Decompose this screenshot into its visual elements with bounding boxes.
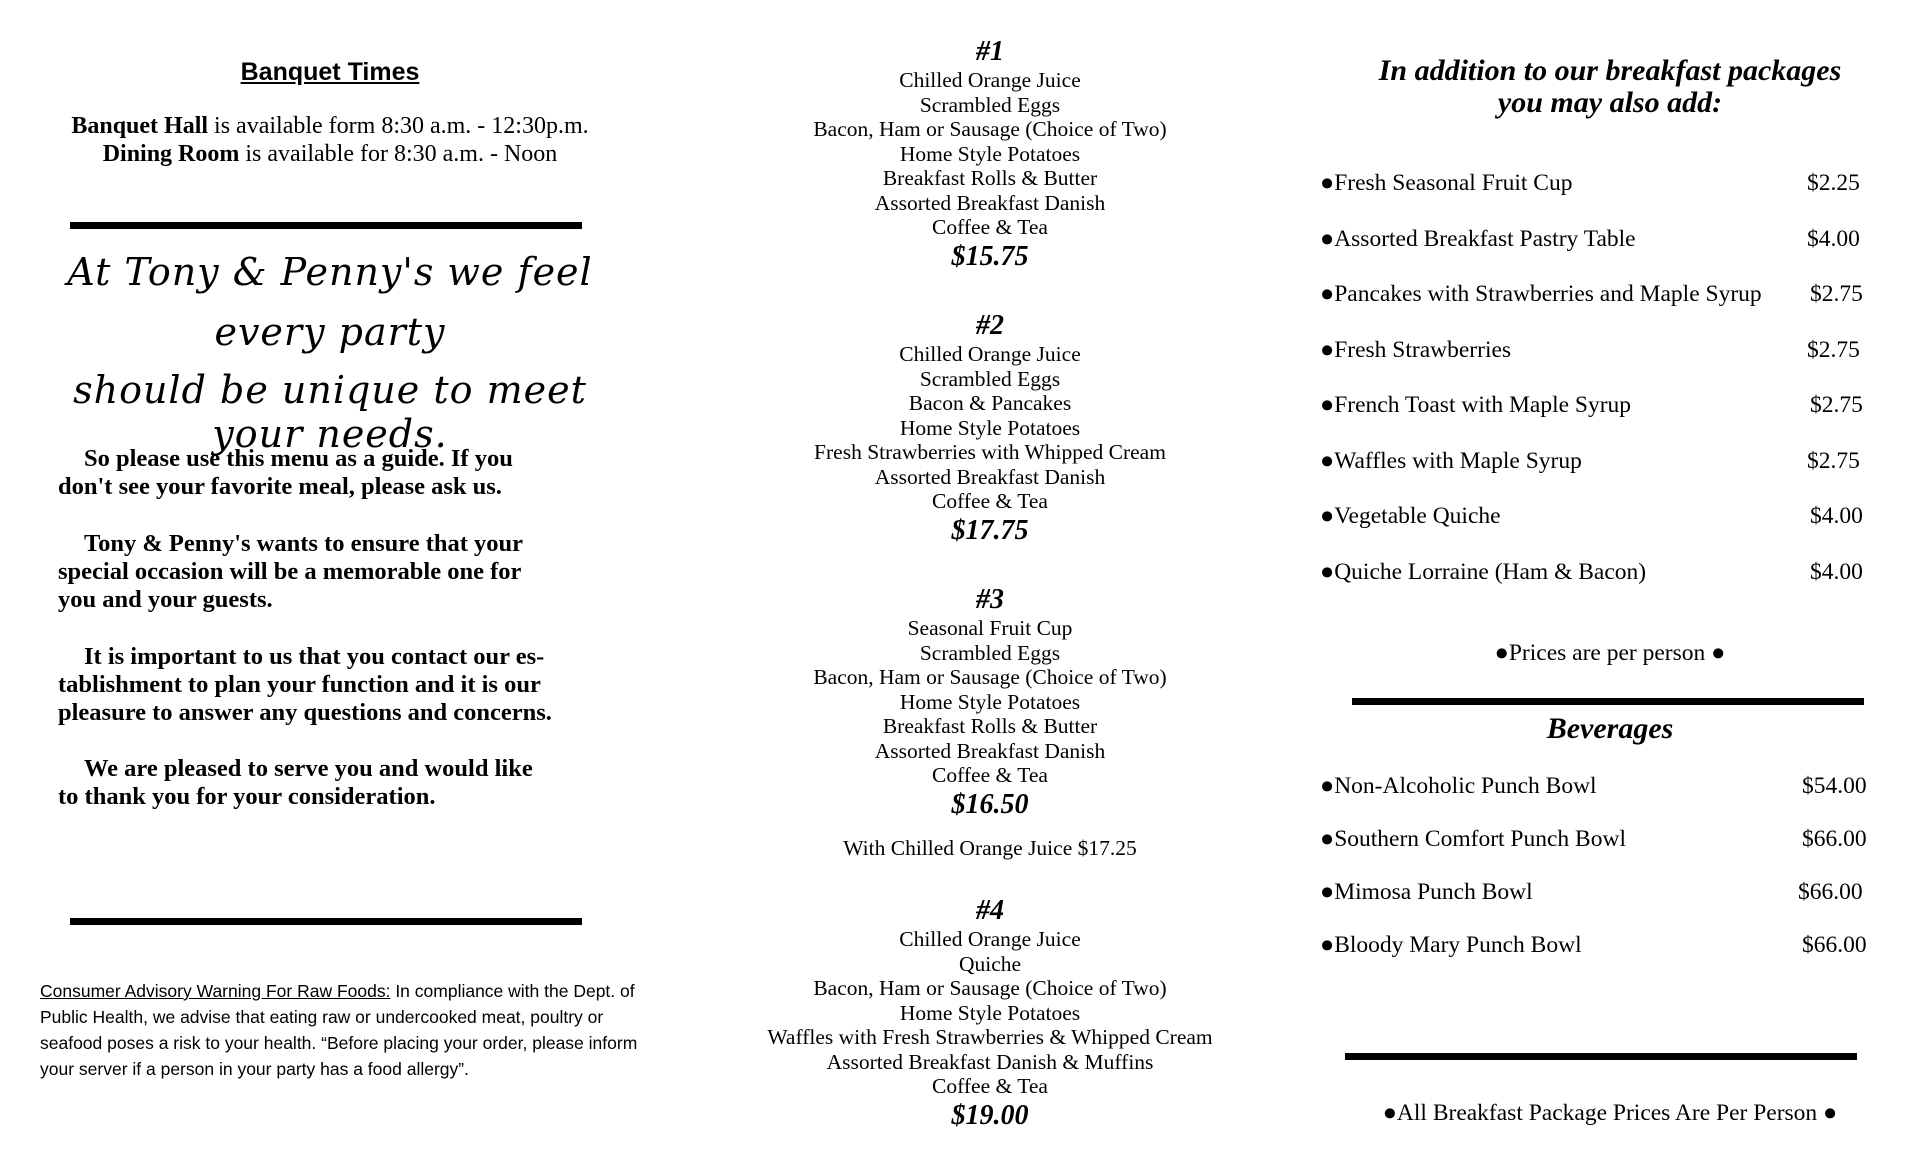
addon-name: ●Assorted Breakfast Pastry Table: [1320, 226, 1636, 252]
addon-price: $2.25: [1807, 170, 1860, 196]
beverage-price: $66.00: [1802, 826, 1867, 852]
addon-price: $4.00: [1810, 559, 1863, 585]
package-item: Assorted Breakfast Danish: [874, 738, 1106, 763]
addon-name: ●Pancakes with Strawberries and Maple Syrup: [1320, 281, 1762, 307]
package-item: Chilled Orange Juice: [899, 927, 1081, 951]
package-item: Home Style Potatoes: [899, 415, 1081, 440]
package-price: $16.50: [951, 788, 1029, 820]
package-item: Breakfast Rolls & Butter: [882, 714, 1098, 738]
paragraph-line: you and your guests.: [58, 586, 273, 613]
addon-price: $2.75: [1810, 281, 1863, 307]
package-item: Coffee & Tea: [932, 215, 1048, 239]
consumer-advisory: [40, 978, 650, 1082]
addons-title-line: In addition to our breakfast packages: [1378, 54, 1842, 87]
divider-top-right: [1352, 698, 1864, 705]
prices-per-person-note: ●Prices are per person ●: [1494, 640, 1726, 666]
package-item: Bacon & Pancakes: [908, 391, 1072, 415]
package-item: Scrambled Eggs: [919, 640, 1061, 665]
paragraph-line: special occasion will be a memorable one for: [58, 558, 522, 585]
package-2: [720, 310, 1260, 548]
addon-name: ●Fresh Strawberries: [1320, 337, 1512, 363]
addon-price: $2.75: [1807, 448, 1860, 474]
paragraph-line: don't see your favorite meal, please ask us.: [58, 473, 502, 500]
package-item: Coffee & Tea: [932, 489, 1048, 513]
paragraph-line: We are pleased to serve you and would like: [84, 755, 533, 782]
package-item: Fresh Strawberries with Whipped Cream: [814, 440, 1166, 464]
package-price: $17.75: [951, 514, 1029, 546]
banquet-hall-hours: is available form 8:30 a.m. - 12:30p.m.: [208, 113, 589, 139]
package-number: #1: [976, 36, 1004, 67]
beverage-price: $66.00: [1802, 932, 1867, 958]
addon-name: ●Quiche Lorraine (Ham & Bacon): [1320, 559, 1647, 585]
package-item: Bacon, Ham or Sausage (Choice of Two): [813, 117, 1167, 141]
divider-top-left: [70, 222, 582, 229]
beverage-price: $66.00: [1798, 879, 1863, 905]
intro-paragraph-4: [58, 755, 618, 811]
package-extra-option: With Chilled Orange Juice $17.25: [843, 835, 1137, 860]
advisory-text: In compliance with the Dept. of Public Health, we advise that eating raw or undercooked meat, poultry or seafood poses a risk to your health. “Before placing your order, please inform your server if a person in your party has a food allergy”.: [40, 981, 638, 1079]
script-line: every party: [214, 310, 446, 354]
package-item: Seasonal Fruit Cup: [907, 616, 1073, 640]
divider-bottom-right: [1345, 1053, 1857, 1060]
package-item: Coffee & Tea: [932, 1074, 1048, 1098]
paragraph-line: It is important to us that you contact our es-: [84, 643, 545, 670]
package-item: Assorted Breakfast Danish & Muffins: [826, 1049, 1154, 1074]
dining-room-label: Dining Room: [102, 141, 240, 167]
package-item: Assorted Breakfast Danish: [874, 464, 1106, 489]
package-item: Home Style Potatoes: [899, 689, 1081, 714]
intro-paragraph-2: [58, 530, 618, 614]
intro-paragraph-1: [58, 445, 618, 501]
addon-name: ●Fresh Seasonal Fruit Cup: [1320, 170, 1573, 196]
package-item: Scrambled Eggs: [919, 366, 1061, 391]
beverage-name: ●Mimosa Punch Bowl: [1320, 879, 1533, 905]
beverage-name: ●Bloody Mary Punch Bowl: [1320, 932, 1582, 958]
dining-room-availability: [40, 141, 620, 168]
paragraph-line: Tony & Penny's wants to ensure that your: [84, 530, 524, 557]
package-number: #4: [976, 895, 1004, 926]
paragraph-line: So please use this menu as a guide. If you: [84, 445, 513, 472]
addon-name: ●Vegetable Quiche: [1320, 503, 1501, 529]
package-price: $15.75: [951, 240, 1029, 272]
addon-price: $2.75: [1810, 392, 1863, 418]
package-item: Scrambled Eggs: [919, 92, 1061, 117]
beverages-title: Beverages: [1546, 712, 1674, 745]
package-number: #2: [976, 310, 1004, 341]
package-3: [720, 584, 1260, 860]
addon-price: $2.75: [1807, 337, 1860, 363]
addon-price: $4.00: [1810, 503, 1863, 529]
dining-room-hours: is available for 8:30 a.m. - Noon: [239, 141, 558, 167]
package-prices-footer-note: ●All Breakfast Package Prices Are Per Person ●: [1382, 1100, 1838, 1126]
package-number: #3: [976, 584, 1004, 615]
package-item: Quiche: [958, 951, 1022, 976]
package-item: Bacon, Ham or Sausage (Choice of Two): [813, 665, 1167, 689]
beverage-name: ●Non-Alcoholic Punch Bowl: [1320, 773, 1597, 799]
package-item: Home Style Potatoes: [899, 141, 1081, 166]
addon-name: ●Waffles with Maple Syrup: [1320, 448, 1582, 474]
package-1: [720, 36, 1260, 274]
script-line: At Tony & Penny's we feel: [67, 250, 593, 294]
addons-title-line: you may also add:: [1497, 86, 1723, 119]
script-line: should be unique to meet your needs.: [73, 368, 587, 456]
package-item: Bacon, Ham or Sausage (Choice of Two): [813, 976, 1167, 1000]
divider-bottom-left: [70, 918, 582, 925]
advisory-title: Consumer Advisory Warning For Raw Foods:: [40, 981, 391, 1001]
package-item: Assorted Breakfast Danish: [874, 190, 1106, 215]
banquet-times-title: Banquet Times: [240, 58, 420, 86]
package-price: $19.00: [951, 1099, 1029, 1131]
addons-title: [1320, 55, 1900, 119]
paragraph-line: to thank you for your consideration.: [58, 783, 436, 810]
addon-price: $4.00: [1807, 226, 1860, 252]
banquet-hall-label: Banquet Hall: [71, 113, 209, 139]
paragraph-line: pleasure to answer any questions and concerns.: [58, 699, 552, 726]
package-4: [720, 895, 1260, 1133]
banquet-hall-availability: [40, 113, 620, 140]
intro-paragraph-3: [58, 643, 618, 727]
paragraph-line: tablishment to plan your function and it is our: [58, 671, 541, 698]
package-item: Chilled Orange Juice: [899, 342, 1081, 366]
beverage-name: ●Southern Comfort Punch Bowl: [1320, 826, 1626, 852]
package-item: Coffee & Tea: [932, 763, 1048, 787]
addon-name: ●French Toast with Maple Syrup: [1320, 392, 1632, 418]
package-item: Waffles with Fresh Strawberries & Whipped Cream: [767, 1025, 1213, 1049]
beverage-price: $54.00: [1802, 773, 1867, 799]
package-item: Home Style Potatoes: [899, 1000, 1081, 1025]
package-item: Breakfast Rolls & Butter: [882, 166, 1098, 190]
package-item: Chilled Orange Juice: [899, 68, 1081, 92]
